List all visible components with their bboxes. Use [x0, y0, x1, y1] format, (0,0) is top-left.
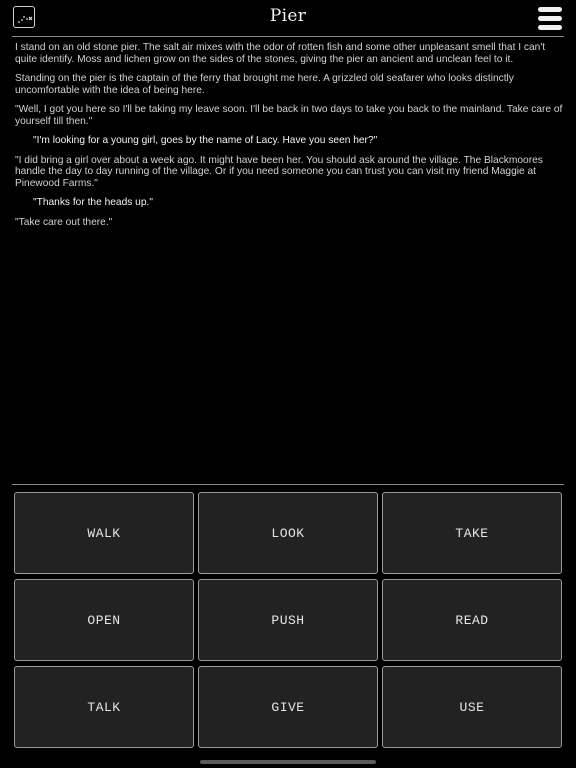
npc-dialogue: "Well, I got you here so I'll be taking my leave soon. I'll be back in two days to take you back to the mainland. Take care of yourself till then."	[15, 104, 563, 127]
header-divider	[12, 36, 564, 37]
take-button[interactable]: TAKE	[382, 492, 562, 574]
verbs-divider	[12, 484, 564, 485]
walk-button[interactable]: WALK	[14, 492, 194, 574]
open-button[interactable]: OPEN	[14, 579, 194, 661]
header-bar	[0, 0, 576, 36]
player-dialogue: "Thanks for the heads up."	[33, 197, 153, 208]
home-indicator[interactable]	[200, 760, 376, 764]
read-button[interactable]: READ	[382, 579, 562, 661]
story-paragraph: Standing on the pier is the captain of the ferry that brought me here. A grizzled old seafarer who looks distinctly uncomfortable with the idea of being here.	[15, 73, 514, 96]
npc-dialogue: "I did bring a girl over about a week ago. It might have been her. You should ask around the village. The Blackmoores handle the day to day running of the village. Or if you need someone you can trust you can visit my friend Maggie at Pinewood Farms."	[15, 154, 543, 189]
use-button[interactable]: USE	[382, 666, 562, 748]
look-button[interactable]: LOOK	[198, 492, 378, 574]
npc-dialogue: "Take care out there."	[15, 216, 113, 228]
push-button[interactable]: PUSH	[198, 579, 378, 661]
story-text	[15, 42, 563, 236]
verb-grid	[14, 492, 563, 748]
story-paragraph: I stand on an old stone pier. The salt air mixes with the odor of rotten fish and some other unpleasant smell that I can't quite identify. Moss and lichen grow on the sides of the stones, giving the pier an ancient and unclean feel to it.	[15, 42, 546, 65]
player-dialogue: "I'm looking for a young girl, goes by the name of Lacy. Have you seen her?"	[33, 135, 378, 146]
give-button[interactable]: GIVE	[198, 666, 378, 748]
location-title: Pier	[269, 6, 307, 26]
talk-button[interactable]: TALK	[14, 666, 194, 748]
hamburger-menu-icon[interactable]	[538, 7, 562, 31]
